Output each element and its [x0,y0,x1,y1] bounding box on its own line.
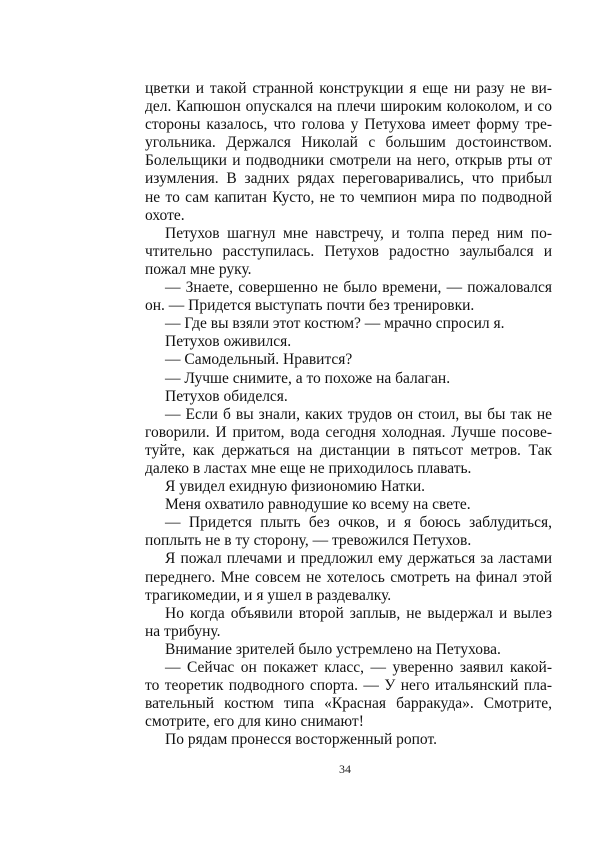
text-line: — Самодельный. Нравится? [165,351,353,369]
text-line: пожал мне руку. [145,260,252,278]
text-line: Меня охватило равнодушие ко всему на свете. [165,496,471,514]
text-line: Болельщики и подводники смотрели на него, открыв рты от [145,152,552,170]
text-line: переднего. Мне совсем не хотелось смотреть на финал этой [145,568,552,586]
text-line: цветки и такой странной конструкции я еще ни разу не ви- [145,80,552,97]
text-line: — Сейчас он покажет класс, — уверенно заявил какой- [165,659,552,676]
text-line: — Лучше снимите, а то похоже на балаган. [165,369,451,387]
text-line: туйте, как держаться на дистанции в пятьсот метров. Так [145,441,552,459]
text-line: поплыть не в ту сторону, — тревожился Петухов. [145,532,472,550]
text-line: — Знаете, совершенно не было времени, — пожаловался [165,279,552,297]
text-line: то теоретик подводного спорта. — У него итальянский пла- [145,677,552,695]
text-line: изумления. В задних рядах переговаривались, что прибыл [145,170,552,188]
text-line: Петухов оживился. [165,333,292,351]
text-line: чтительно расступилась. Петухов радостно заулыбался и [145,242,552,260]
text-line: — Где вы взяли этот костюм? — мрачно спросил я. [165,315,505,333]
text-line: далеко в ластах мне еще не приходилось плавать. [145,459,472,477]
text-line: Я увидел ехидную физиономию Натки. [165,478,426,496]
text-line: Но когда объявили второй заплыв, не выдержал и вылез [165,604,552,622]
text-line: По рядам пронесся восторженный ропот. [165,731,437,749]
text-line: трагикомедии, и я ушел в раздевалку. [145,586,392,604]
text-line: угольника. Держался Николай с большим достоинством. [145,134,552,152]
text-line: охоте. [145,206,185,224]
book-page-text [145,80,552,749]
text-line: Петухов обиделся. [165,387,288,405]
page-number: 34 [339,762,351,776]
text-line: вательный костюм типа «Красная барракуда». Смотрите, [145,695,552,713]
text-line: — Если б вы знали, каких трудов он стоил, вы бы так не [165,405,552,423]
text-line: стороны казалось, что голова у Петухова имеет форму тре- [145,116,552,134]
text-line: дел. Капюшон опускался на плечи широким колоколом, и со [145,98,552,116]
text-line: Петухов шагнул мне навстречу, и толпа перед ним по- [165,224,552,242]
text-line: — Придется плыть без очков, и я боюсь заблудиться, [165,514,552,532]
text-line: говорили. И притом, вода сегодня холодная. Лучше посове- [145,423,552,441]
text-line: он. — Придется выступать почти без тренировки. [145,297,475,315]
text-line: смотрите, его для кино снимают! [145,713,364,731]
text-line: на трибуну. [145,622,221,640]
text-line: не то сам капитан Кусто, не то чемпион мира по подводной [145,188,552,206]
text-line: Я пожал плечами и предложил ему держаться за ластами [165,550,552,568]
text-line: Внимание зрителей было устремлено на Петухова. [165,640,501,658]
